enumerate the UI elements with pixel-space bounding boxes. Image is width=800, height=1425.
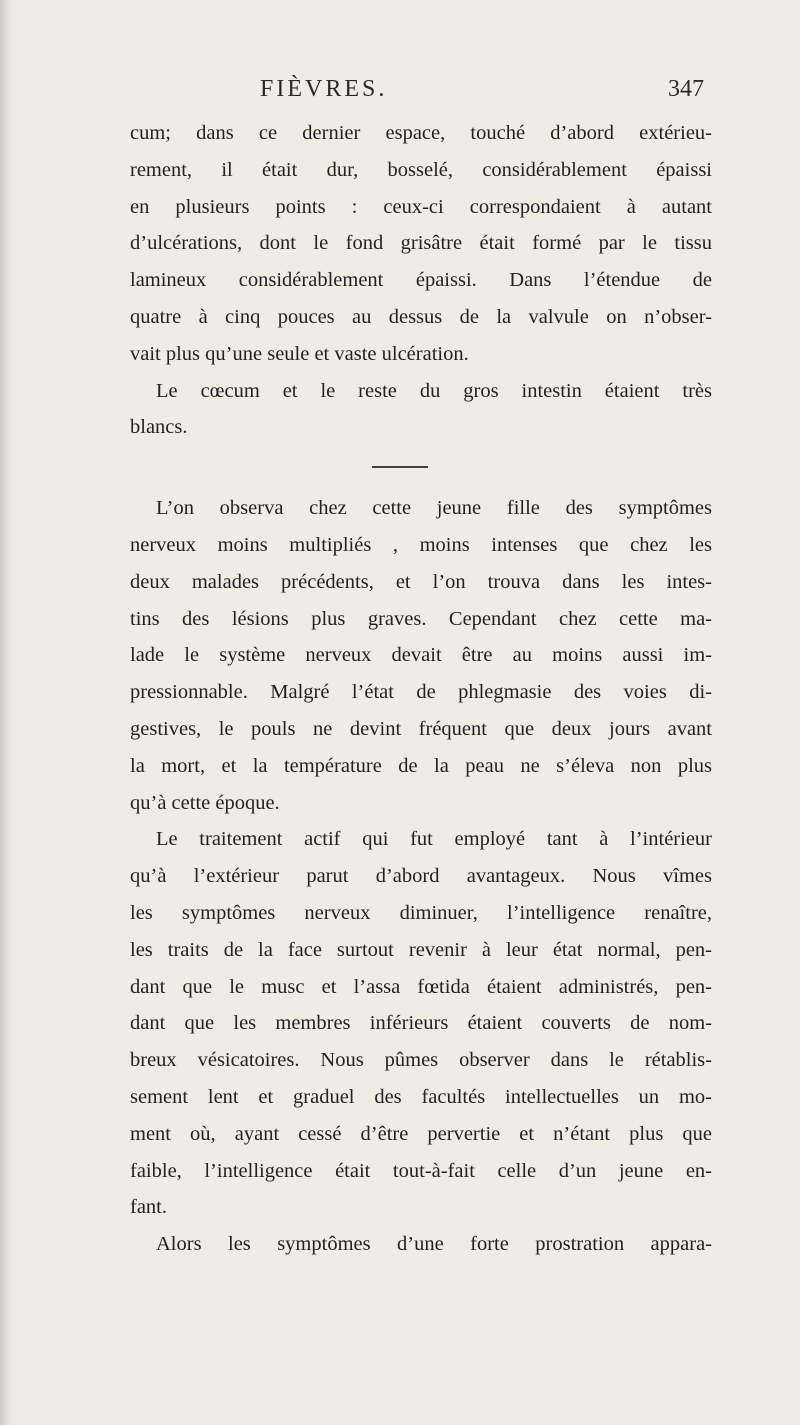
paragraph-5 — [130, 1226, 712, 1263]
page-number: 347 — [668, 76, 704, 102]
text-line: sement lent et graduel des facultés intellectuelles un mo- — [130, 1085, 712, 1108]
text-line: breux vésicatoires. Nous pûmes observer dans le rétablis- — [130, 1049, 712, 1072]
paragraph-4 — [130, 821, 712, 1226]
text-line: les symptômes nerveux diminuer, l’intelligence renaître, — [130, 901, 712, 924]
text-line: qu’à cette époque. — [130, 791, 280, 814]
paragraph-2 — [130, 373, 712, 447]
text-line: fant. — [130, 1196, 167, 1219]
page-header — [130, 76, 710, 112]
text-line: Le traitement actif qui fut employé tant à l’intérieur — [156, 828, 712, 851]
text-line: ment où, ayant cessé d’être pervertie et n’étant plus que — [130, 1122, 712, 1145]
section-separator — [130, 446, 712, 490]
text-line: qu’à l’extérieur parut d’abord avantageux. Nous vîmes — [130, 865, 712, 888]
text-line: gestives, le pouls ne devint fréquent que deux jours avant — [130, 717, 712, 740]
text-line: quatre à cinq pouces au dessus de la valvule on n’obser- — [130, 305, 712, 328]
text-line: les traits de la face surtout revenir à leur état normal, pen- — [130, 938, 712, 961]
text-line: pressionnable. Malgré l’état de phlegmasie des voies di- — [130, 681, 712, 704]
text-line: dant que les membres inférieurs étaient couverts de nom- — [130, 1012, 712, 1035]
text-line: lade le système nerveux devait être au moins aussi im- — [130, 644, 712, 667]
separator-rule — [372, 466, 428, 468]
text-line: d’ulcérations, dont le fond grisâtre était formé par le tissu — [130, 232, 712, 255]
running-title: FIÈVRES. — [260, 76, 388, 102]
paragraph-1 — [130, 115, 712, 373]
text-line: faible, l’intelligence était tout-à-fait celle d’un jeune en- — [130, 1159, 712, 1182]
text-line: rement, il était dur, bosselé, considérablement épaissi — [130, 158, 712, 181]
text-line: L’on observa chez cette jeune fille des symptômes — [156, 497, 712, 520]
text-line: deux malades précédents, et l’on trouva dans les intes- — [130, 570, 712, 593]
body-text — [130, 115, 712, 1263]
text-line: dant que le musc et l’assa fœtida étaient administrés, pen- — [130, 975, 712, 998]
text-line: en plusieurs points : ceux-ci correspondaient à autant — [130, 195, 712, 218]
text-line: tins des lésions plus graves. Cependant chez cette ma- — [130, 607, 712, 630]
text-line: lamineux considérablement épaissi. Dans l’étendue de — [130, 269, 712, 292]
text-line: nerveux moins multipliés , moins intenses que chez les — [130, 533, 712, 556]
text-line: blancs. — [130, 416, 188, 439]
text-line: la mort, et la température de la peau ne s’éleva non plus — [130, 754, 712, 777]
text-line: Alors les symptômes d’une forte prostration appara- — [156, 1233, 712, 1256]
paragraph-3 — [130, 490, 712, 821]
text-line: Le cœcum et le reste du gros intestin étaient très — [156, 379, 712, 402]
text-line: vait plus qu’une seule et vaste ulcération. — [130, 342, 469, 365]
text-line: cum; dans ce dernier espace, touché d’abord extérieu- — [130, 122, 712, 144]
